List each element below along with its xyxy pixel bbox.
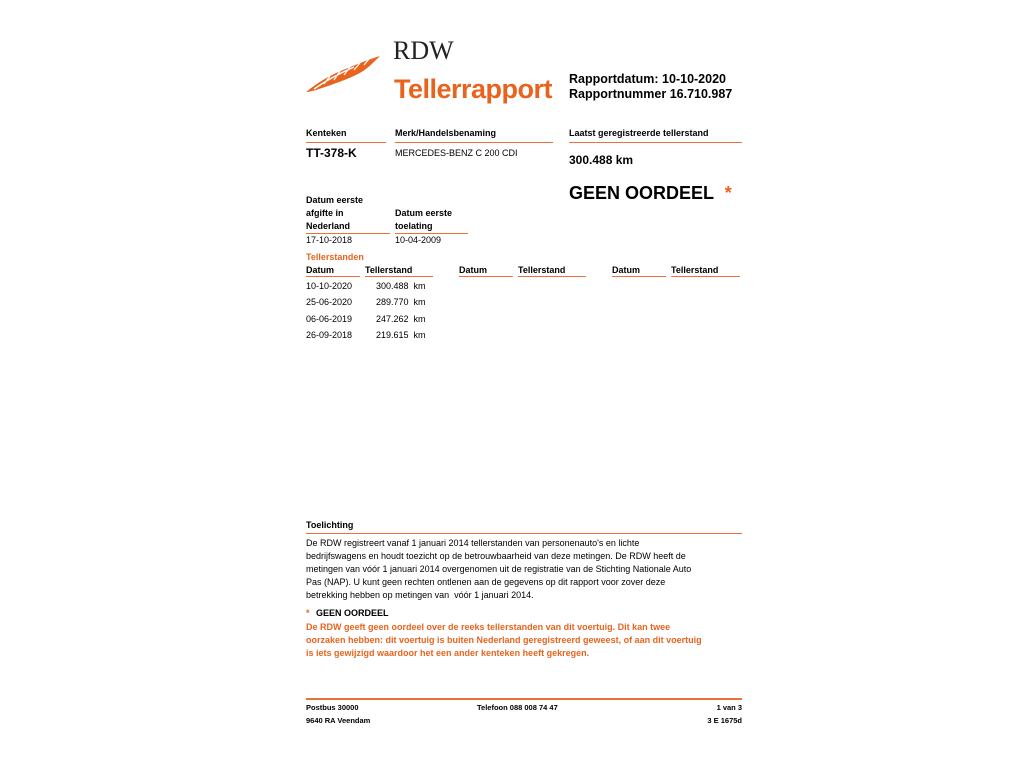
divider — [569, 142, 742, 143]
col-header-date: Datum — [612, 265, 641, 275]
odometer-value: 300.488 km — [569, 153, 634, 167]
verdict-star: * — [724, 183, 732, 203]
reading-value: 289.770 km — [376, 297, 426, 307]
explanation-line: De RDW registreert vanaf 1 januari 2014 tellerstanden van personenauto's en lichte — [306, 538, 640, 548]
divider — [306, 276, 360, 277]
note-line: is iets gewijzigd waardoor het een ander kenteken heeft gekregen. — [306, 648, 590, 658]
report-date: Rapportdatum: 10-10-2020 — [569, 72, 726, 86]
plate-label: Kenteken — [306, 128, 347, 138]
footer-postbus: Postbus 30000 — [306, 703, 359, 712]
divider — [459, 276, 513, 277]
explanation-line: metingen van vóór 1 januari 2014 overgenomen uit de registratie van de Stichting Nationale Auto — [306, 564, 692, 574]
explanation-text — [306, 537, 746, 602]
first-adm-label-line: toelating — [395, 221, 433, 231]
footer-city: 9640 RA Veendam — [306, 716, 371, 725]
note-star: * — [306, 608, 310, 618]
divider — [395, 142, 553, 143]
reading-value: 300.488 km — [376, 281, 426, 291]
first-adm-label — [395, 207, 452, 233]
divider — [306, 533, 742, 534]
reading-date: 06-06-2019 — [306, 314, 353, 324]
reading-value: 219.615 km — [376, 330, 426, 340]
reading-date: 26-09-2018 — [306, 330, 353, 340]
reading-value: 247.262 km — [376, 314, 426, 324]
footer-page: 1 van 3 — [716, 703, 742, 712]
explanation-line: Pas (NAP). U kunt geen rechten ontlenen aan de gegevens op dit rapport voor zover deze — [306, 577, 666, 587]
first-nl-label — [306, 194, 363, 233]
odometer-label: Laatst geregistreerde tellerstand — [569, 128, 709, 138]
first-adm-label-line: Datum eerste — [395, 208, 453, 218]
readings-title: Tellerstanden — [306, 252, 364, 262]
brand-value: MERCEDES-BENZ C 200 CDI — [395, 148, 518, 158]
divider — [612, 276, 666, 277]
col-header-reading: Tellerstand — [365, 265, 413, 275]
footer-divider — [306, 698, 742, 700]
col-header-reading: Tellerstand — [518, 265, 566, 275]
plate-value: TT-378-K — [306, 146, 357, 160]
first-nl-label-line: Datum eerste — [306, 195, 364, 205]
note-line: De RDW geeft geen oordeel over de reeks tellerstanden van dit voertuig. Dit kan twee — [306, 622, 671, 632]
reading-date: 25-06-2020 — [306, 297, 353, 307]
first-nl-label-line: afgifte in — [306, 208, 344, 218]
explanation-line: bedrijfswagens en houdt toezicht op de betrouwbaarheid van deze metingen. De RDW heeft de — [306, 551, 686, 561]
page-title: Tellerrapport — [394, 74, 553, 104]
reading-date: 10-10-2020 — [306, 281, 353, 291]
footer-code: 3 E 1675d — [707, 716, 742, 725]
rdw-leaf-icon — [304, 52, 384, 96]
divider — [518, 276, 586, 277]
brand-label: Merk/Handelsbenaming — [395, 128, 497, 138]
col-header-date: Datum — [306, 265, 335, 275]
first-nl-value: 17-10-2018 — [306, 235, 353, 245]
first-adm-value: 10-04-2009 — [395, 235, 442, 245]
rdw-logo — [304, 52, 384, 96]
first-nl-label-line: Nederland — [306, 221, 351, 231]
verdict — [569, 182, 732, 204]
report-number: Rapportnummer 16.710.987 — [569, 87, 733, 101]
note-title: GEEN OORDEEL — [316, 608, 389, 618]
verdict-text: GEEN OORDEEL — [569, 183, 714, 203]
footer-phone: Telefoon 088 008 74 47 — [477, 703, 558, 712]
note-heading — [306, 607, 389, 620]
org-name: RDW — [393, 36, 454, 65]
divider — [365, 276, 433, 277]
explanation-title: Toelichting — [306, 520, 354, 530]
note-text — [306, 621, 751, 660]
divider — [306, 142, 386, 143]
col-header-reading: Tellerstand — [671, 265, 719, 275]
col-header-date: Datum — [459, 265, 488, 275]
explanation-line: betrekking hebben op metingen van vóór 1 januari 2014. — [306, 590, 534, 600]
divider — [671, 276, 740, 277]
note-line: oorzaken hebben: dit voertuig is buiten Nederland geregistreerd geweest, of aan dit voertuig — [306, 635, 702, 645]
